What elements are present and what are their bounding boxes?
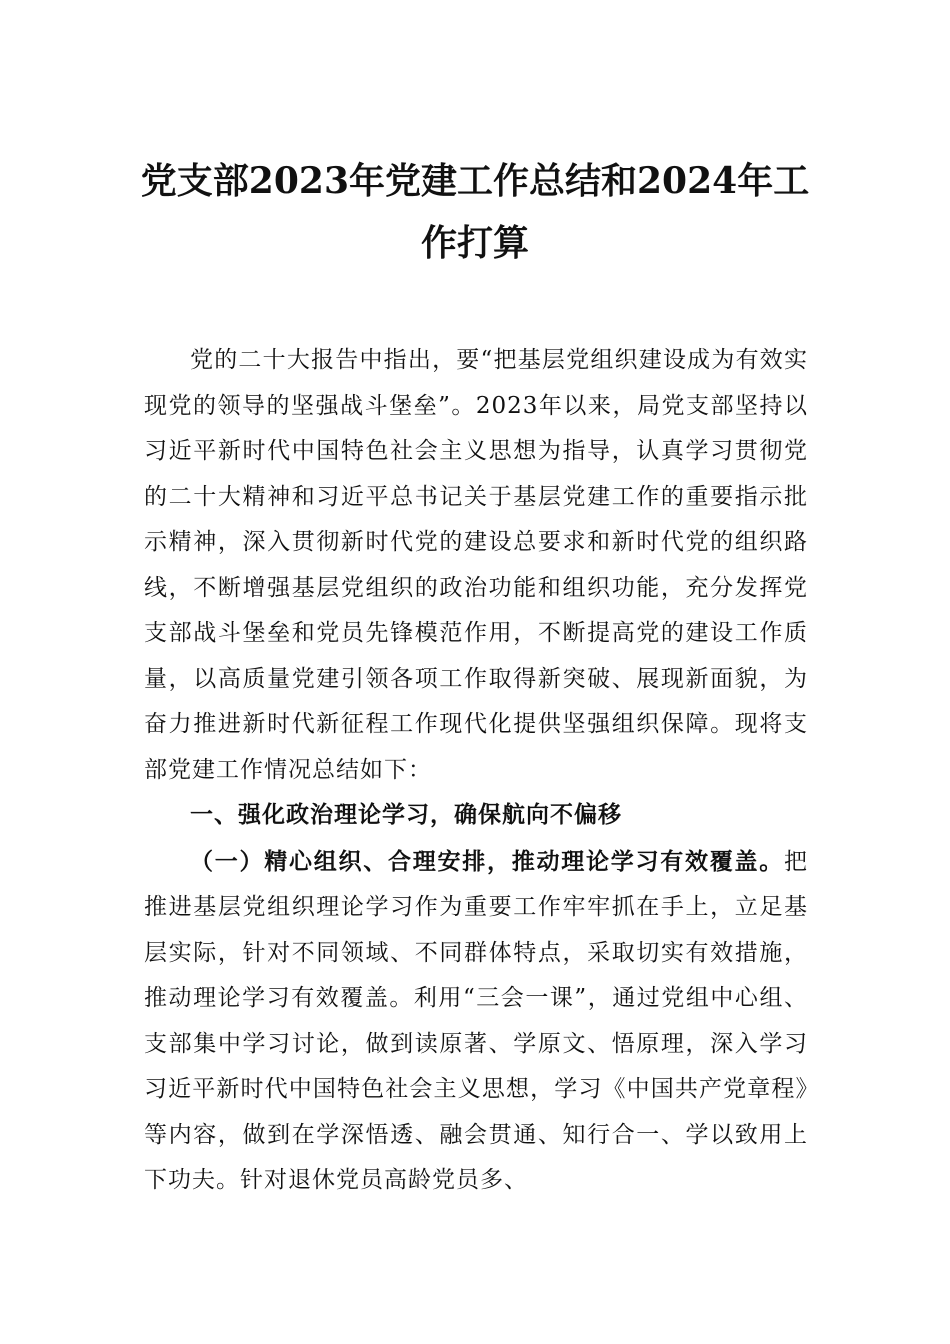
subsection-heading-1: （一）精心组织、合理安排，推动理论学习有效覆盖。: [190, 847, 784, 875]
document-title: 党支部2023年党建工作总结和2024年工作打算: [140, 160, 810, 264]
intro-paragraph: 党的二十大报告中指出，要“把基层党组织建设成为有效实现党的领导的坚强战斗堡垒”。2023年以来，局党支部坚持以习近平新时代中国特色社会主义思想为指导，认真学习贯彻党的二十大精神和习近平总书记关于基层党建工作的重要指示批示精神，深入贯彻新时代党的建设总要求和新时代党的组织路线，不断增强基层党组织的政治功能和组织功能，充分发挥党支部战斗堡垒和党员先锋模范作用，不断提高党的建设工作质量，以高质量党建引领各项工作取得新突破、展现新面貌，为奋力推进新时代新征程工作现代化提供坚强组织保障。现将支部党建工作情况总结如下：: [144, 347, 808, 783]
section-heading-1: 一、强化政治理论学习，确保航向不偏移: [190, 802, 622, 828]
document-body: [144, 338, 808, 1204]
subsection-paragraph-1: [144, 839, 808, 1204]
subsection-body-1: 把推进基层党组织理论学习作为重要工作牢牢抓在手上，立足基层实际，针对不同领域、不同群体特点，采取切实有效措施，推动理论学习有效覆盖。利用“三会一课”，通过党组中心组、支部集中学习讨论，做到读原著、学原文、悟原理，深入学习习近平新时代中国特色社会主义思想，学习《中国共产党章程》等内容，做到在学深悟透、融会贯通、知行合一、学以致用上下功夫。针对退休党员高龄党员多、: [144, 848, 808, 1193]
